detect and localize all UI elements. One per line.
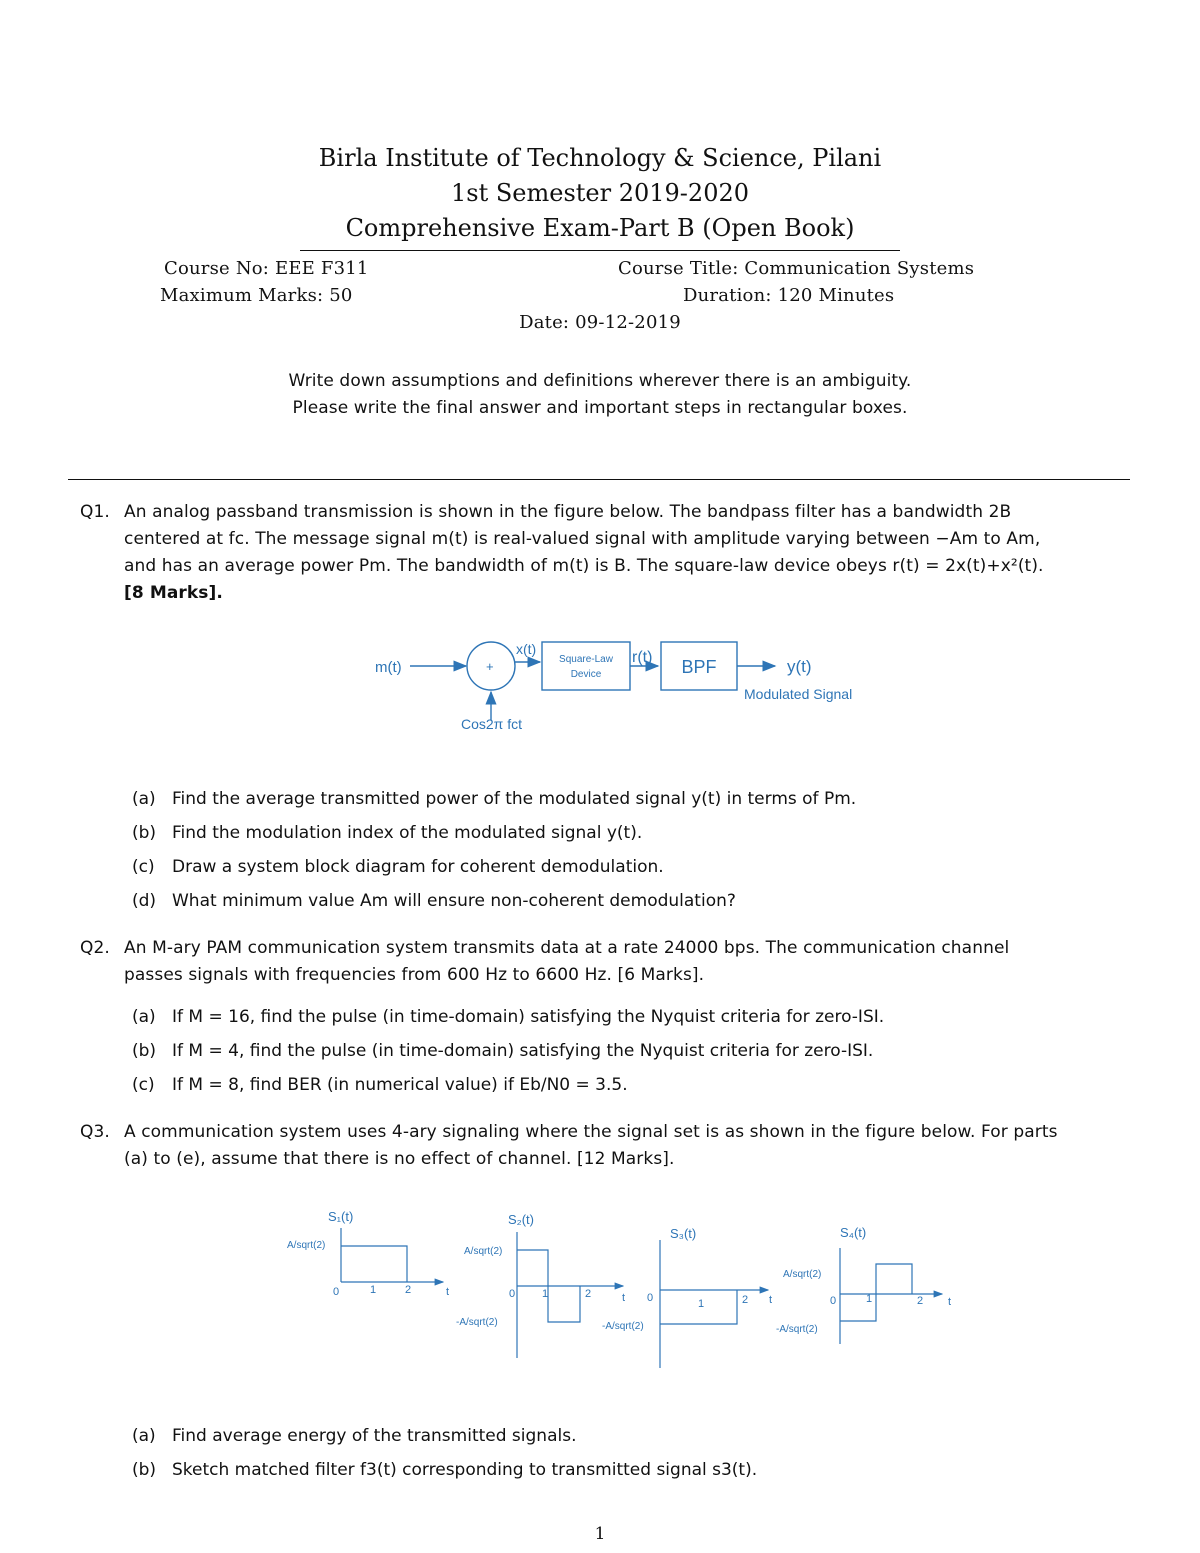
s4-pos-label: A/sqrt(2): [783, 1269, 822, 1280]
s4-waveform: [840, 1264, 912, 1321]
q3-part-b: (b) Sketch matched filter f3(t) corresponding to transmitted signal s3(t).: [132, 1460, 758, 1480]
s4-t-axis: t: [948, 1296, 952, 1308]
q2-part-a: (a) If M = 16, find the pulse (in time-domain) satisfying the Nyquist criteria for zero-ISI.: [132, 1007, 885, 1027]
s2-name: S₂(t): [508, 1212, 534, 1227]
s2-t-axis: t: [622, 1292, 626, 1304]
exam-date: Date: 09-12-2019: [519, 312, 681, 333]
signal-s4: [776, 1225, 951, 1344]
q1-label: Q1.: [80, 502, 110, 522]
bpf-label: BPF: [681, 657, 717, 677]
q1-part-d: (d) What minimum value Am will ensure non-coherent demodulation?: [132, 891, 736, 911]
s2-tick-1: 1: [542, 1288, 549, 1300]
q1-line-3: and has an average power Pm. The bandwidth of m(t) is B. The square-law device obeys r(t) = 2x(t)+x²(t).: [124, 556, 1044, 576]
s4-tick-2: 2: [917, 1295, 924, 1307]
q3-part-a: (a) Find average energy of the transmitted signals.: [132, 1426, 577, 1446]
signal-s2: [456, 1212, 625, 1358]
s2-neg-label: -A/sqrt(2): [456, 1317, 498, 1328]
s2-tick-2: 2: [585, 1288, 592, 1300]
exam-title: Comprehensive Exam-Part B (Open Book): [345, 214, 855, 242]
s3-neg-label: -A/sqrt(2): [602, 1321, 644, 1332]
q3-line-1: A communication system uses 4-ary signaling where the signal set is as shown in the figure below. For parts: [124, 1122, 1058, 1142]
s3-name: S₃(t): [670, 1226, 697, 1241]
signal-s3: [602, 1226, 772, 1368]
s3-tick-1: 1: [698, 1298, 705, 1310]
square-law-label-1: Square-Law: [559, 654, 613, 665]
s4-origin: 0: [830, 1295, 837, 1307]
instruction-2: Please write the final answer and important steps in rectangular boxes.: [292, 398, 908, 418]
s3-tick-2: 2: [742, 1294, 749, 1306]
s4-tick-1: 1: [866, 1293, 873, 1305]
s1-pos-label: A/sqrt(2): [287, 1240, 326, 1251]
course-no: Course No: EEE F311: [164, 258, 369, 279]
q3-line-2: (a) to (e), assume that there is no effect of channel. [12 Marks].: [124, 1149, 675, 1169]
q1-part-b: (b) Find the modulation index of the modulated signal y(t).: [132, 823, 643, 843]
q1-marks: [8 Marks].: [124, 583, 223, 603]
q1-block-diagram: [0, 0, 1200, 760]
course-title: Course Title: Communication Systems: [618, 258, 975, 279]
square-law-label-2: Device: [570, 669, 602, 680]
adder-symbol: +: [486, 659, 494, 674]
square-law-block: [542, 642, 630, 690]
x-label: x(t): [516, 641, 537, 657]
max-marks: Maximum Marks: 50: [160, 285, 353, 306]
semester: 1st Semester 2019-2020: [451, 179, 749, 207]
institute-title: Birla Institute of Technology & Science, Pilani: [318, 144, 882, 172]
instruction-1: Write down assumptions and definitions wherever there is an ambiguity.: [288, 371, 912, 391]
modulated-signal-label: Modulated Signal: [744, 686, 853, 702]
carrier-label: Cos2π fct: [461, 716, 523, 732]
q2-label: Q2.: [80, 938, 110, 958]
q1-part-c: (c) Draw a system block diagram for coherent demodulation.: [132, 857, 664, 877]
s1-tick-2: 2: [405, 1284, 412, 1296]
q2-line-2: passes signals with frequencies from 600 Hz to 6600 Hz. [6 Marks].: [124, 965, 705, 985]
s3-origin: 0: [647, 1292, 654, 1304]
output-label: y(t): [787, 657, 812, 676]
q2-line-1: An M-ary PAM communication system transmits data at a rate 24000 bps. The communication channel: [124, 938, 1010, 958]
s1-name: S₁(t): [328, 1209, 354, 1224]
r-label: r(t): [632, 649, 653, 666]
duration: Duration: 120 Minutes: [683, 285, 895, 306]
q1-part-a: (a) Find the average transmitted power of the modulated signal y(t) in terms of Pm.: [132, 789, 857, 809]
s1-origin: 0: [333, 1286, 340, 1298]
q2-part-c: (c) If M = 8, find BER (in numerical value) if Eb/N0 = 3.5.: [132, 1075, 628, 1095]
input-label: m(t): [375, 659, 402, 676]
s2-pos-label: A/sqrt(2): [464, 1246, 503, 1257]
signal-s1: [287, 1209, 449, 1298]
q1-line-1: An analog passband transmission is shown in the figure below. The bandpass filter has a bandwidth 2B: [124, 502, 1012, 522]
q3-label: Q3.: [80, 1122, 110, 1142]
s2-origin: 0: [509, 1288, 516, 1300]
s1-t-axis: t: [446, 1286, 450, 1298]
s1-waveform: [341, 1246, 407, 1282]
page-number: 1: [594, 1524, 606, 1544]
s4-name: S₄(t): [840, 1225, 867, 1240]
s3-t-axis: t: [769, 1294, 773, 1306]
q1-line-2: centered at fc. The message signal m(t) is real-valued signal with amplitude varying between −Am to Am,: [124, 529, 1041, 549]
q2-part-b: (b) If M = 4, find the pulse (in time-domain) satisfying the Nyquist criteria for zero-ISI.: [132, 1041, 874, 1061]
s1-tick-1: 1: [370, 1284, 377, 1296]
s4-neg-label: -A/sqrt(2): [776, 1324, 818, 1335]
q3-signal-set: [0, 1190, 1200, 1380]
